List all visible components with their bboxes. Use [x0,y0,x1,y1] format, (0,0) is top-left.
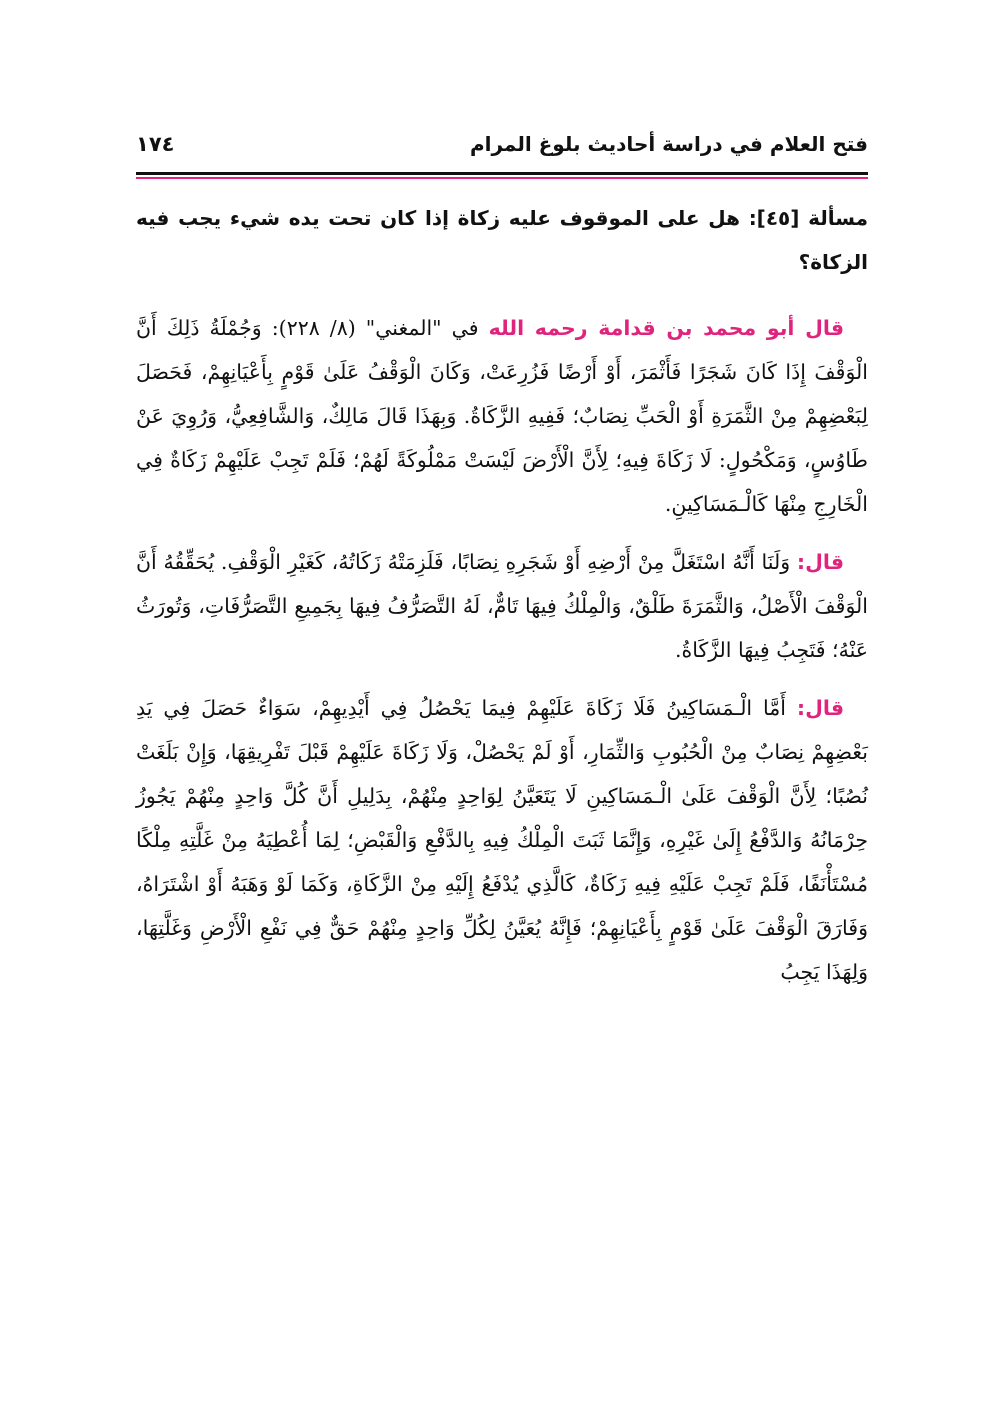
paragraph-text: وَلَنَا أَنَّهُ اسْتَغَلَّ مِنْ أَرْضِهِ أَوْ شَجَرِهِ نِصَابًا، فَلَزِمَتْهُ زَكَاتُهُ، كَغَيْرِ الْوَقْفِ. يُحَقِّقُهُ أَنَّ الْوَقْفَ الْأَصْلُ، وَالثَّمَرَةَ طَلْقٌ، وَالْمِلْكُ فِيهَا تَامٌّ، لَهُ التَّصَرُّفُ فِيهَا بِجَمِيعِ التَّصَرُّفَاتِ، وَتُورَثُ عَنْهُ؛ فَتَجِبُ فِيهَا الزَّكَاةُ. [136,550,868,662]
question-text: هل على الموقوف عليه زكاة إذا كان تحت يده شيء يجب فيه الزكاة؟ [136,206,868,274]
paragraph-2 [136,540,868,672]
speaker-label: قال: [796,550,844,574]
speaker-label: قال: [796,696,844,720]
connector-text: في [441,316,489,340]
question-label: مسألة [٤٥]: [748,206,868,230]
header-rule-thick [136,172,868,175]
paragraph-text: أَمَّا الْـمَسَاكِينُ فَلَا زَكَاةَ عَلَيْهِمْ فِيمَا يَحْصُلُ فِي أَيْدِيهِمْ، سَوَاءٌ حَصَلَ فِي يَدِ بَعْضِهِمْ نِصَابٌ مِنْ الْحُبُوبِ وَالثِّمَارِ، أَوْ لَمْ يَحْصُلْ، وَلَا زَكَاةَ عَلَيْهِمْ قَبْلَ تَفْرِيقِهَا، وَإِنْ بَلَغَتْ نُصُبًا؛ لِأَنَّ الْوَقْفَ عَلَىٰ الْـمَسَاكِينِ لَا يَتَعَيَّنُ لِوَاحِدٍ مِنْهُمْ، بِدَلِيلِ أَنَّ كُلَّ وَاحِدٍ مِنْهُمْ يَجُوزُ حِرْمَانُهُ وَالدَّفْعُ إِلَىٰ غَيْرِهِ، وَإِنَّمَا ثَبَتَ الْمِلْكُ فِيهِ بِالدَّفْعِ وَالْقَبْضِ؛ لِمَا أُعْطِيَهُ مِنْ غَلَّتِهِ مِلْكًا مُسْتَأْنَفًا، فَلَمْ تَجِبْ عَلَيْهِ فِيهِ زَكَاةٌ، كَالَّذِي يُدْفَعُ إِلَيْهِ مِنْ الزَّكَاةِ، وَكَمَا لَوْ وَهَبَهُ أَوْ اشْتَرَاهُ، وَفَارَقَ الْوَقْفَ عَلَىٰ قَوْمٍ بِأَعْيَانِهِمْ؛ فَإِنَّهُ يُعَيَّنُ لِكُلِّ وَاحِدٍ مِنْهُمْ حَقٌّ فِي نَفْعِ الْأَرْضِ وَغَلَّتِهَا، وَلِهَذَا يَجِبُ [136,696,868,984]
question-heading [136,196,868,284]
page-number: ١٧٤ [136,132,175,156]
page-body [136,196,868,1008]
running-title: فتح العلام في دراسة أحاديث بلوغ المرام [469,132,868,156]
header-rule-accent [136,177,868,179]
running-header [136,128,868,168]
paragraph-3 [136,686,868,994]
source-reference: (٨/ ٢٢٨): [261,316,366,340]
paragraph-text: وَجُمْلَةُ ذَلِكَ أَنَّ الْوَقْفَ إِذَا كَانَ شَجَرًا فَأَثْمَرَ، أَوْ أَرْضًا فَزُرِعَتْ، وَكَانَ الْوَقْفُ عَلَىٰ قَوْمٍ بِأَعْيَانِهِمْ، فَحَصَلَ لِبَعْضِهِمْ مِنْ الثَّمَرَةِ أَوْ الْحَبِّ نِصَابٌ؛ فَفِيهِ الزَّكَاةُ. وَبِهَذَا قَالَ مَالِكٌ، وَالشَّافِعِيُّ، وَرُوِيَ عَنْ طَاوُسٍ، وَمَكْحُولٍ: لَا زَكَاةَ فِيهِ؛ لِأَنَّ الْأَرْضَ لَيْسَتْ مَمْلُوكَةً لَهُمْ؛ فَلَمْ تَجِبْ عَلَيْهِمْ زَكَاةٌ فِي الْخَارِجِ مِنْهَا كَالْـمَسَاكِينِ. [136,316,868,516]
paragraph-1 [136,306,868,526]
source-title: "المغني" [365,316,442,340]
speaker-ibn-qudama: قال أبو محمد بن قدامة رحمه الله [488,316,845,340]
